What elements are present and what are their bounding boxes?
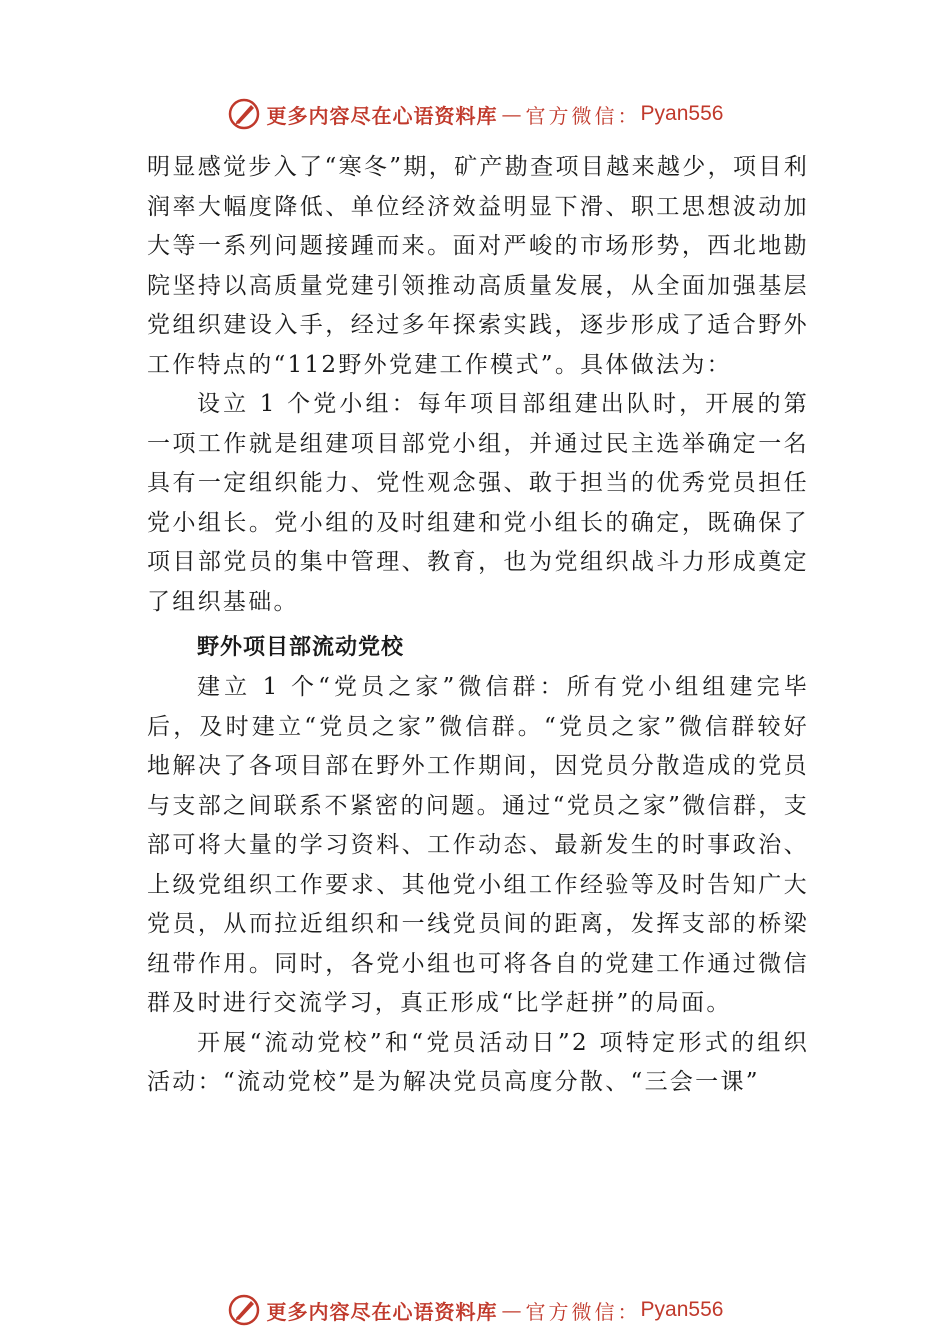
paragraph-1: 明显感觉步入了“寒冬”期，矿产勘查项目越来越少，项目利润率大幅度降低、单位经济效益明显下滑、职工思想波动加大等一系列问题接踵而来。面对严峻的市场形势，西北地勘院坚持以高质量党建引领推动高质量发展，从全面加强基层党组织建设入手，经过多年探索实践，逐步形成了适合野外工作特点的“112野外党建工作模式”。具体做法为： xyxy=(147,154,809,378)
pen-seal-icon xyxy=(227,1293,261,1327)
watermark-title: 更多内容尽在心语资料库 xyxy=(266,1299,498,1324)
section-heading: 野外项目部流动党校 xyxy=(197,634,405,659)
pen-seal-icon xyxy=(227,97,261,131)
document-body xyxy=(147,148,809,1103)
paragraph-2: 设立 1 个党小组：每年项目部组建出队时，开展的第一项工作就是组建项目部党小组，并通过民主选举确定一名具有一定组织能力、党性观念强、敢于担当的优秀党员担任党小组长。党小组的及时组建和党小组长的确定，既确保了项目部党员的集中管理、教育，也为党组织战斗力形成奠定了组织基础。 xyxy=(147,391,809,615)
watermark-wechat-label: 官方微信： xyxy=(525,103,641,128)
watermark-wechat-id: Pyan556 xyxy=(640,102,724,125)
header-watermark xyxy=(0,94,950,134)
watermark-dash: — xyxy=(501,1298,522,1322)
watermark-wechat-label: 官方微信： xyxy=(525,1299,641,1324)
paragraph-4: 开展“流动党校”和“党员活动日”2 项特定形式的组织活动：“流动党校”是为解决党员高度分散、“三会一课” xyxy=(147,1029,809,1095)
watermark-wechat-id: Pyan556 xyxy=(640,1298,724,1321)
watermark-title: 更多内容尽在心语资料库 xyxy=(266,103,498,128)
watermark-dash: — xyxy=(501,102,522,126)
paragraph-3: 建立 1 个“党员之家”微信群：所有党小组组建完毕后，及时建立“党员之家”微信群。“党员之家”微信群较好地解决了各项目部在野外工作期间，因党员分散造成的党员与支部之间联系不紧密的问题。通过“党员之家”微信群，支部可将大量的学习资料、工作动态、最新发生的时事政治、上级党组织工作要求、其他党小组工作经验等及时告知广大党员，从而拉近组织和一线党员间的距离，发挥支部的桥梁纽带作用。同时，各党小组也可将各自的党建工作通过微信群及时进行交流学习，真正形成“比学赶拼”的局面。 xyxy=(147,674,809,1016)
footer-watermark xyxy=(0,1290,950,1330)
